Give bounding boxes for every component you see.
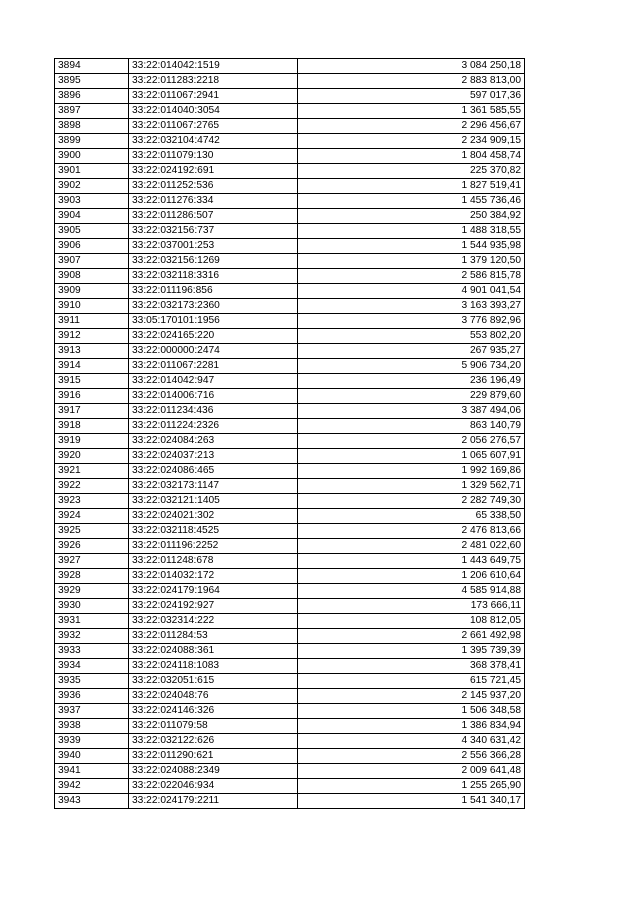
value-cell: 2 481 022,60 [298, 539, 525, 554]
cadastral-number-cell: 33:22:011248:678 [129, 554, 298, 569]
value-cell: 615 721,45 [298, 674, 525, 689]
row-number-cell: 3913 [55, 344, 129, 359]
table-row [55, 359, 525, 374]
table-row [55, 569, 525, 584]
table-row [55, 719, 525, 734]
cadastral-number-cell: 33:22:014032:172 [129, 569, 298, 584]
table-row [55, 119, 525, 134]
cadastral-number-cell: 33:22:024179:1964 [129, 584, 298, 599]
row-number-cell: 3897 [55, 104, 129, 119]
row-number-cell: 3911 [55, 314, 129, 329]
value-cell: 1 065 607,91 [298, 449, 525, 464]
row-number-cell: 3906 [55, 239, 129, 254]
table-row [55, 689, 525, 704]
cadastral-number-cell: 33:22:032314:222 [129, 614, 298, 629]
cadastral-number-cell: 33:22:011067:2941 [129, 89, 298, 104]
value-cell: 368 378,41 [298, 659, 525, 674]
row-number-cell: 3914 [55, 359, 129, 374]
cadastral-number-cell: 33:22:011079:130 [129, 149, 298, 164]
value-cell: 1 329 562,71 [298, 479, 525, 494]
value-cell: 236 196,49 [298, 374, 525, 389]
table-row [55, 269, 525, 284]
table-row [55, 314, 525, 329]
table-row [55, 389, 525, 404]
cadastral-number-cell: 33:22:011067:2765 [129, 119, 298, 134]
table-row [55, 494, 525, 509]
table-row [55, 584, 525, 599]
row-number-cell: 3930 [55, 599, 129, 614]
row-number-cell: 3925 [55, 524, 129, 539]
row-number-cell: 3932 [55, 629, 129, 644]
cadastral-number-cell: 33:22:032104:4742 [129, 134, 298, 149]
cadastral-number-cell: 33:22:024084:263 [129, 434, 298, 449]
table-row [55, 734, 525, 749]
row-number-cell: 3916 [55, 389, 129, 404]
table-row [55, 329, 525, 344]
cadastral-number-cell: 33:05:170101:1956 [129, 314, 298, 329]
cadastral-number-cell: 33:22:024088:361 [129, 644, 298, 659]
table-row [55, 299, 525, 314]
cadastral-number-cell: 33:22:014006:716 [129, 389, 298, 404]
row-number-cell: 3937 [55, 704, 129, 719]
cadastral-number-cell: 33:22:032122:626 [129, 734, 298, 749]
cadastral-number-cell: 33:22:032118:4525 [129, 524, 298, 539]
row-number-cell: 3909 [55, 284, 129, 299]
value-cell: 65 338,50 [298, 509, 525, 524]
row-number-cell: 3921 [55, 464, 129, 479]
row-number-cell: 3936 [55, 689, 129, 704]
value-cell: 1 361 585,55 [298, 104, 525, 119]
table-row [55, 524, 525, 539]
table-body [55, 59, 525, 809]
value-cell: 267 935,27 [298, 344, 525, 359]
value-cell: 2 282 749,30 [298, 494, 525, 509]
value-cell: 863 140,79 [298, 419, 525, 434]
cadastral-number-cell: 33:22:011283:2218 [129, 74, 298, 89]
table-row [55, 479, 525, 494]
table-row [55, 629, 525, 644]
row-number-cell: 3918 [55, 419, 129, 434]
value-cell: 1 804 458,74 [298, 149, 525, 164]
row-number-cell: 3907 [55, 254, 129, 269]
value-cell: 553 802,20 [298, 329, 525, 344]
cadastral-number-cell: 33:22:011079:58 [129, 719, 298, 734]
value-cell: 4 340 631,42 [298, 734, 525, 749]
value-cell: 1 443 649,75 [298, 554, 525, 569]
cadastral-number-cell: 33:22:024086:465 [129, 464, 298, 479]
row-number-cell: 3910 [55, 299, 129, 314]
value-cell: 1 455 736,46 [298, 194, 525, 209]
cadastral-number-cell: 33:22:011290:621 [129, 749, 298, 764]
value-cell: 2 056 276,57 [298, 434, 525, 449]
cadastral-number-cell: 33:22:014040:3054 [129, 104, 298, 119]
row-number-cell: 3905 [55, 224, 129, 239]
value-cell: 108 812,05 [298, 614, 525, 629]
cadastral-number-cell: 33:22:024179:2211 [129, 794, 298, 809]
row-number-cell: 3922 [55, 479, 129, 494]
value-cell: 1 992 169,86 [298, 464, 525, 479]
value-cell: 225 370,82 [298, 164, 525, 179]
value-cell: 2 476 813,66 [298, 524, 525, 539]
row-number-cell: 3941 [55, 764, 129, 779]
row-number-cell: 3926 [55, 539, 129, 554]
cadastral-number-cell: 33:22:032156:737 [129, 224, 298, 239]
row-number-cell: 3903 [55, 194, 129, 209]
row-number-cell: 3896 [55, 89, 129, 104]
value-cell: 2 661 492,98 [298, 629, 525, 644]
table-row [55, 659, 525, 674]
table-row [55, 749, 525, 764]
table-row [55, 554, 525, 569]
row-number-cell: 3919 [55, 434, 129, 449]
row-number-cell: 3933 [55, 644, 129, 659]
table-row [55, 209, 525, 224]
table-row [55, 464, 525, 479]
table-row [55, 74, 525, 89]
cadastral-number-cell: 33:22:011234:436 [129, 404, 298, 419]
value-cell: 597 017,36 [298, 89, 525, 104]
row-number-cell: 3915 [55, 374, 129, 389]
value-cell: 250 384,92 [298, 209, 525, 224]
value-cell: 1 206 610,64 [298, 569, 525, 584]
row-number-cell: 3899 [55, 134, 129, 149]
value-cell: 2 009 641,48 [298, 764, 525, 779]
value-cell: 1 395 739,39 [298, 644, 525, 659]
row-number-cell: 3943 [55, 794, 129, 809]
value-cell: 1 827 519,41 [298, 179, 525, 194]
value-cell: 3 084 250,18 [298, 59, 525, 74]
value-cell: 2 586 815,78 [298, 269, 525, 284]
cadastral-number-cell: 33:22:011252:536 [129, 179, 298, 194]
row-number-cell: 3939 [55, 734, 129, 749]
table-row [55, 89, 525, 104]
row-number-cell: 3898 [55, 119, 129, 134]
table-row [55, 149, 525, 164]
value-cell: 1 541 340,17 [298, 794, 525, 809]
value-cell: 1 488 318,55 [298, 224, 525, 239]
cadastral-number-cell: 33:22:011067:2281 [129, 359, 298, 374]
cadastral-number-cell: 33:22:024192:691 [129, 164, 298, 179]
table-row [55, 674, 525, 689]
value-cell: 5 906 734,20 [298, 359, 525, 374]
table-row [55, 134, 525, 149]
table-row [55, 704, 525, 719]
value-cell: 2 883 813,00 [298, 74, 525, 89]
value-cell: 1 379 120,50 [298, 254, 525, 269]
document-page [54, 58, 525, 809]
cadastral-number-cell: 33:22:032118:3316 [129, 269, 298, 284]
table-row [55, 539, 525, 554]
value-cell: 229 879,60 [298, 389, 525, 404]
cadastral-number-cell: 33:22:024048:76 [129, 689, 298, 704]
cadastral-number-cell: 33:22:032121:1405 [129, 494, 298, 509]
cadastral-number-cell: 33:22:011196:2252 [129, 539, 298, 554]
row-number-cell: 3904 [55, 209, 129, 224]
cadastral-number-cell: 33:22:024165:220 [129, 329, 298, 344]
table-row [55, 254, 525, 269]
cadastral-number-cell: 33:22:022046:934 [129, 779, 298, 794]
table-row [55, 509, 525, 524]
cadastral-number-cell: 33:22:024088:2349 [129, 764, 298, 779]
row-number-cell: 3902 [55, 179, 129, 194]
cadastral-number-cell: 33:22:000000:2474 [129, 344, 298, 359]
cadastral-number-cell: 33:22:014042:1519 [129, 59, 298, 74]
row-number-cell: 3938 [55, 719, 129, 734]
cadastral-number-cell: 33:22:014042:947 [129, 374, 298, 389]
row-number-cell: 3894 [55, 59, 129, 74]
value-cell: 3 776 892,96 [298, 314, 525, 329]
row-number-cell: 3934 [55, 659, 129, 674]
row-number-cell: 3940 [55, 749, 129, 764]
cadastral-number-cell: 33:22:011286:507 [129, 209, 298, 224]
value-cell: 4 585 914,88 [298, 584, 525, 599]
table-row [55, 419, 525, 434]
row-number-cell: 3912 [55, 329, 129, 344]
value-cell: 1 544 935,98 [298, 239, 525, 254]
cadastral-number-cell: 33:22:032173:1147 [129, 479, 298, 494]
table-row [55, 179, 525, 194]
row-number-cell: 3942 [55, 779, 129, 794]
row-number-cell: 3928 [55, 569, 129, 584]
value-cell: 3 387 494,06 [298, 404, 525, 419]
cadastral-number-cell: 33:22:024037:213 [129, 449, 298, 464]
row-number-cell: 3931 [55, 614, 129, 629]
row-number-cell: 3908 [55, 269, 129, 284]
table-row [55, 284, 525, 299]
row-number-cell: 3929 [55, 584, 129, 599]
table-row [55, 104, 525, 119]
value-cell: 173 666,11 [298, 599, 525, 614]
value-cell: 2 234 909,15 [298, 134, 525, 149]
table-row [55, 194, 525, 209]
value-cell: 2 145 937,20 [298, 689, 525, 704]
value-cell: 3 163 393,27 [298, 299, 525, 314]
table-row [55, 434, 525, 449]
cadastral-number-cell: 33:22:011224:2326 [129, 419, 298, 434]
table-row [55, 224, 525, 239]
value-cell: 2 556 366,28 [298, 749, 525, 764]
cadastral-number-cell: 33:22:024118:1083 [129, 659, 298, 674]
row-number-cell: 3927 [55, 554, 129, 569]
table-row [55, 404, 525, 419]
row-number-cell: 3895 [55, 74, 129, 89]
table-row [55, 59, 525, 74]
cadastral-number-cell: 33:22:024192:927 [129, 599, 298, 614]
value-cell: 2 296 456,67 [298, 119, 525, 134]
cadastral-number-cell: 33:22:032173:2360 [129, 299, 298, 314]
row-number-cell: 3901 [55, 164, 129, 179]
value-cell: 1 255 265,90 [298, 779, 525, 794]
cadastral-number-cell: 33:22:024146:326 [129, 704, 298, 719]
value-cell: 4 901 041,54 [298, 284, 525, 299]
value-cell: 1 506 348,58 [298, 704, 525, 719]
table-row [55, 779, 525, 794]
table-row [55, 644, 525, 659]
cadastral-number-cell: 33:22:024021:302 [129, 509, 298, 524]
cadastral-number-cell: 33:22:011196:856 [129, 284, 298, 299]
table-row [55, 599, 525, 614]
row-number-cell: 3900 [55, 149, 129, 164]
row-number-cell: 3935 [55, 674, 129, 689]
cadastral-number-cell: 33:22:037001:253 [129, 239, 298, 254]
table-row [55, 239, 525, 254]
cadastral-number-cell: 33:22:011284:53 [129, 629, 298, 644]
table-row [55, 794, 525, 809]
cadastral-number-cell: 33:22:032156:1269 [129, 254, 298, 269]
cadastral-value-table [54, 58, 525, 809]
table-row [55, 449, 525, 464]
row-number-cell: 3924 [55, 509, 129, 524]
table-row [55, 614, 525, 629]
cadastral-number-cell: 33:22:032051:615 [129, 674, 298, 689]
row-number-cell: 3920 [55, 449, 129, 464]
value-cell: 1 386 834,94 [298, 719, 525, 734]
row-number-cell: 3923 [55, 494, 129, 509]
table-row [55, 374, 525, 389]
table-row [55, 344, 525, 359]
cadastral-number-cell: 33:22:011276:334 [129, 194, 298, 209]
table-row [55, 764, 525, 779]
row-number-cell: 3917 [55, 404, 129, 419]
table-row [55, 164, 525, 179]
